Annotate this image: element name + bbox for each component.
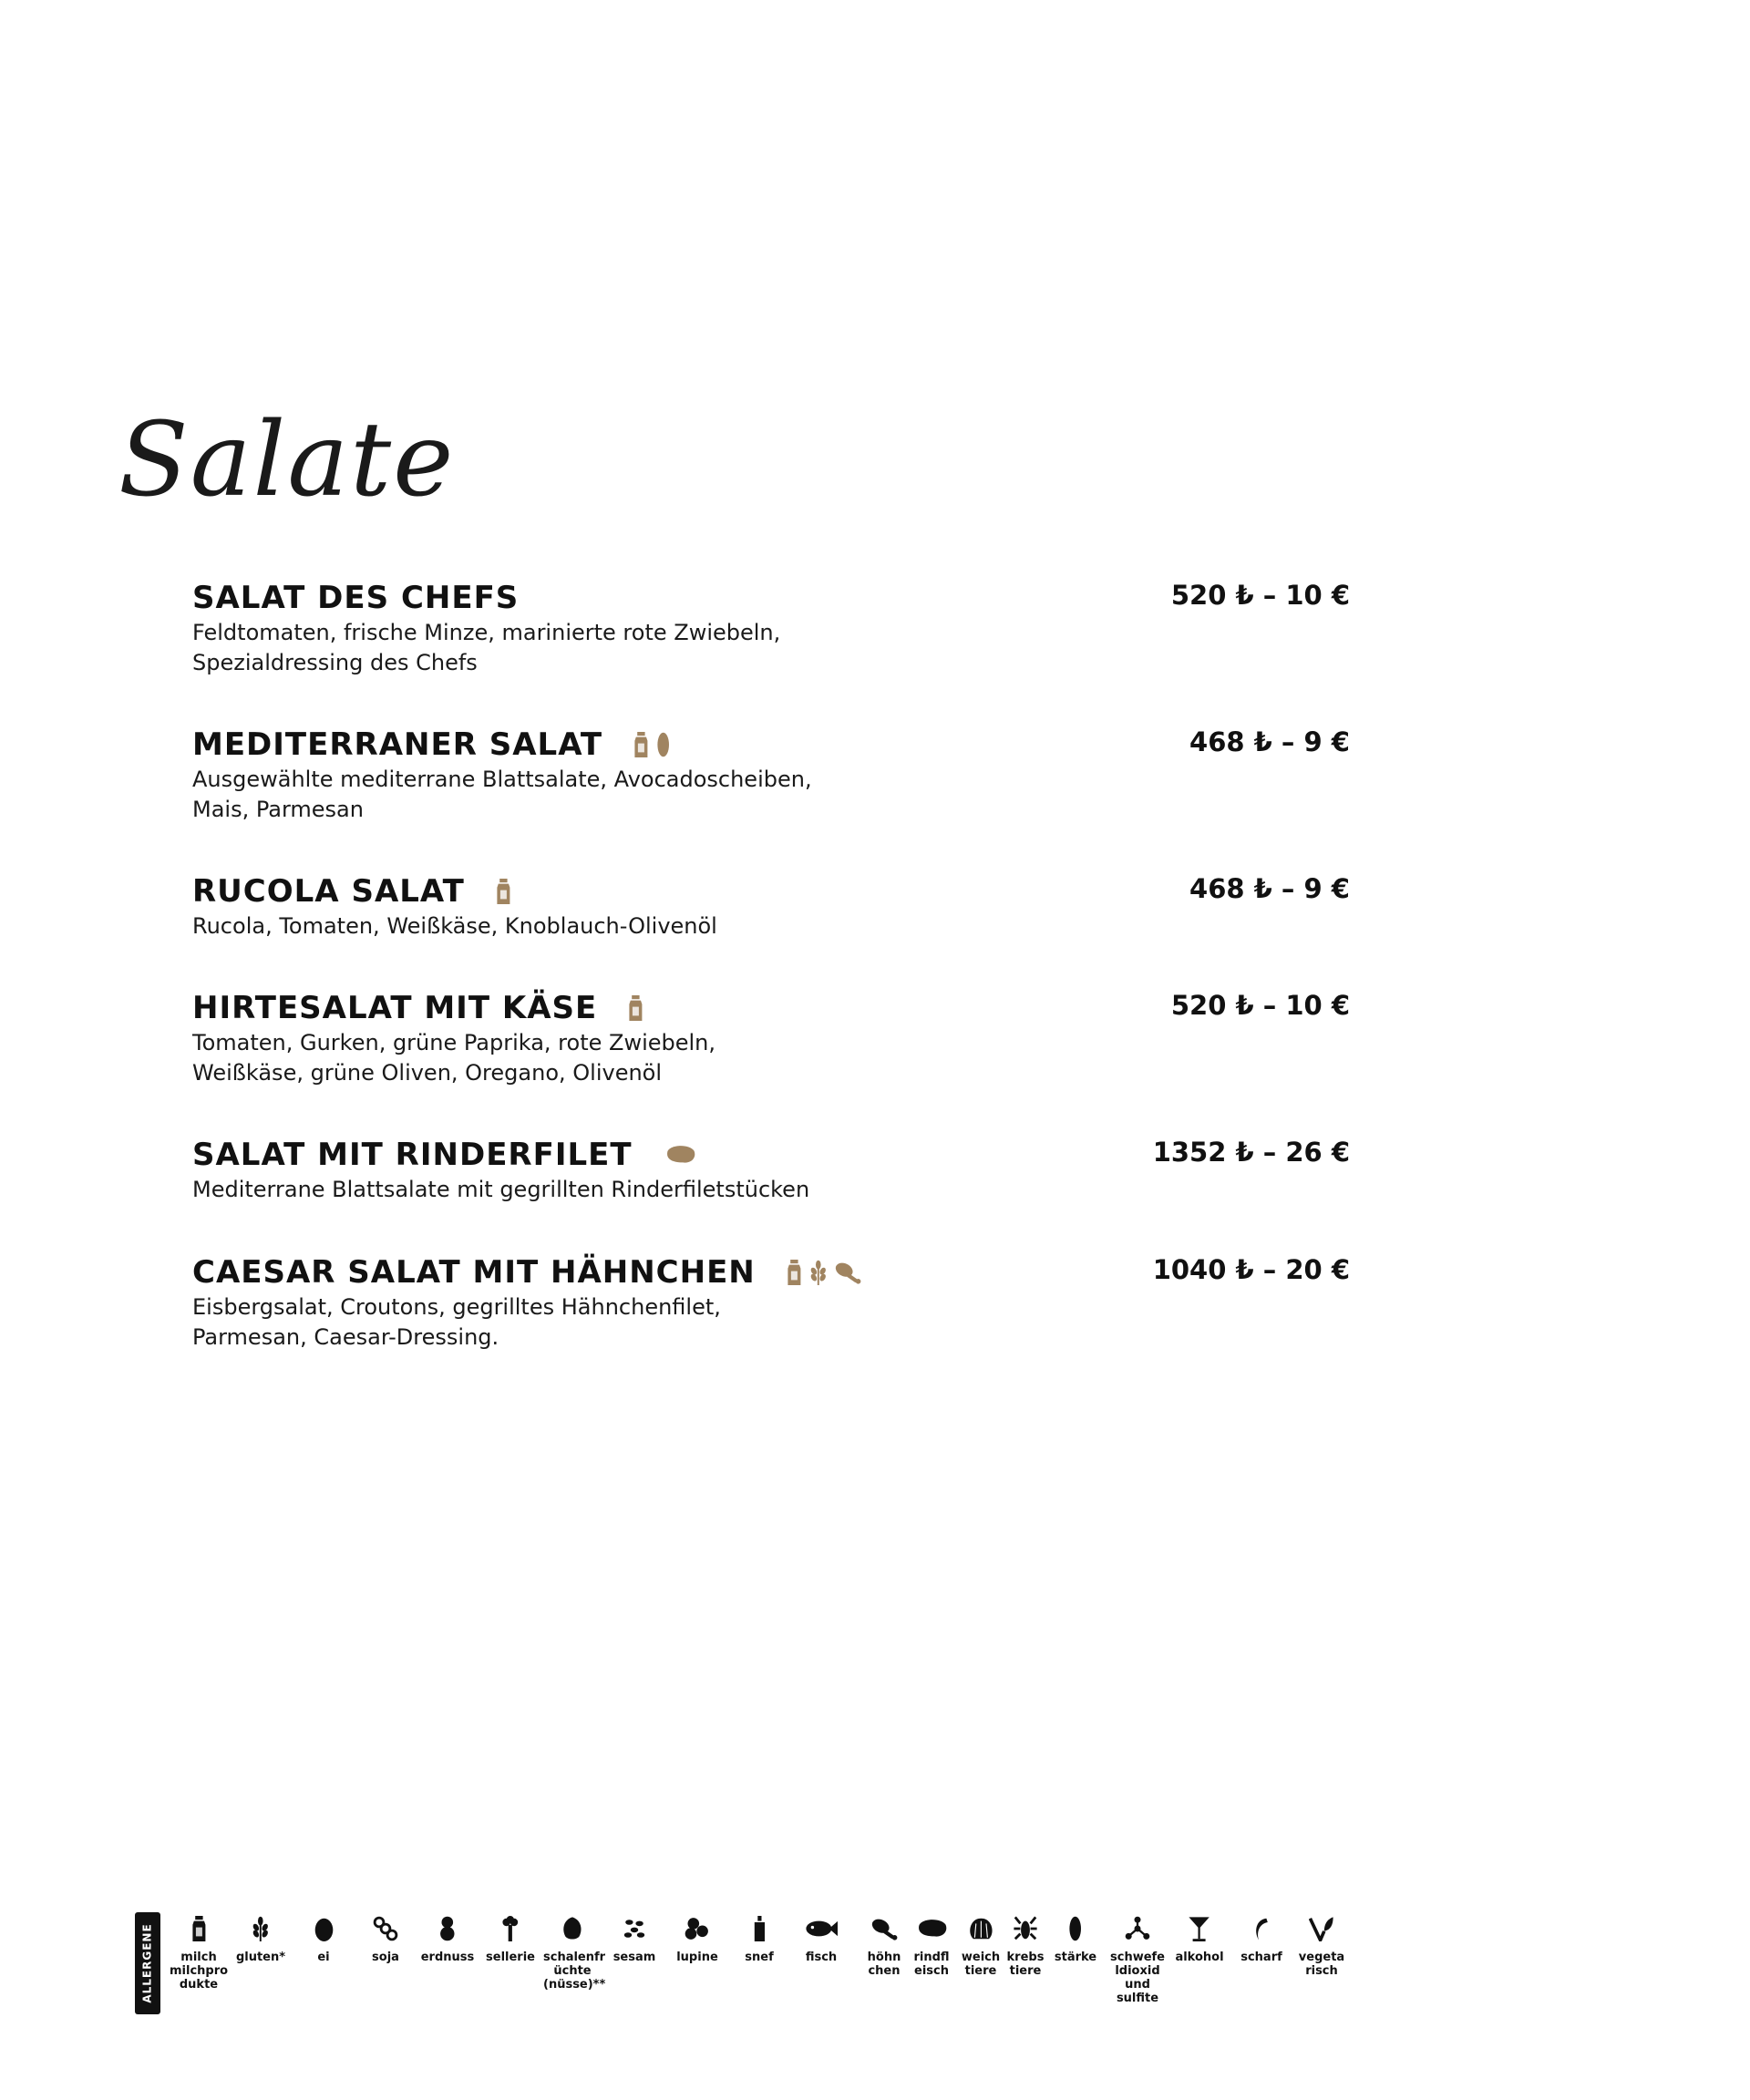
menu-item <box>192 990 1350 1088</box>
legend-item <box>170 1912 228 1992</box>
legend-item <box>1170 1912 1229 1964</box>
menu-item-description <box>192 765 1350 825</box>
legend-item <box>1292 1912 1351 1978</box>
legend-label-line: weich <box>961 1951 1001 1964</box>
legend-item <box>605 1912 664 1964</box>
menu-item-name: CAESAR SALAT MIT HÄHNCHEN <box>192 1254 756 1291</box>
menu-item-header <box>192 873 1350 910</box>
legend-item-label <box>792 1951 850 1964</box>
menu-item-price: 1040 ₺ – 20 € <box>1152 1254 1350 1285</box>
legend-item-label <box>356 1951 415 1964</box>
fish-icon <box>792 1912 850 1945</box>
legend-label-line: milch <box>180 1951 217 1964</box>
legend-item <box>792 1912 850 1964</box>
legend-item-label <box>1108 1951 1167 2005</box>
legend-label-line: sulfite <box>1116 1992 1159 2005</box>
legend-label-line: (nüsse)** <box>543 1978 606 1992</box>
milk-icon <box>170 1912 228 1945</box>
menu-item-price: 520 ₺ – 10 € <box>1170 580 1350 611</box>
nut-icon <box>543 1912 602 1945</box>
description-line: Spezialdressing des Chefs <box>192 650 478 675</box>
description-line: Ausgewählte mediterrane Blattsalate, Avocadoscheiben, <box>192 767 812 792</box>
gluten-icon <box>232 1912 290 1945</box>
chili-icon <box>1232 1912 1291 1945</box>
legend-label-line: und <box>1125 1978 1150 1992</box>
legend-label-line: risch <box>1305 1964 1338 1978</box>
milk-icon <box>496 879 511 904</box>
menu-item-price: 468 ₺ – 9 € <box>1189 873 1350 904</box>
menu-item-allergen-icons <box>633 732 670 757</box>
legend-label-line: tiere <box>1009 1964 1042 1978</box>
legend-item-label <box>1046 1951 1105 1964</box>
legend-label-line: fisch <box>805 1951 838 1964</box>
egg-icon <box>294 1912 353 1945</box>
legend-label-line: vegeta <box>1298 1951 1345 1964</box>
menu-item-header <box>192 726 1350 763</box>
menu-item-allergen-icons <box>628 995 643 1021</box>
legend-item-label <box>481 1951 540 1964</box>
legend-item <box>481 1912 540 1964</box>
menu-item-name: HIRTESALAT MIT KÄSE <box>192 990 598 1026</box>
lupine-icon <box>668 1912 726 1945</box>
legend-item-label <box>605 1951 664 1964</box>
legend-item-label <box>543 1951 606 1992</box>
legend-label-line: scharf <box>1240 1951 1282 1964</box>
menu-item-description <box>192 1028 1350 1088</box>
legend-item-label <box>294 1951 353 1964</box>
celery-icon <box>481 1912 540 1945</box>
menu-item-name: SALAT DES CHEFS <box>192 580 520 616</box>
legend-item <box>294 1912 353 1964</box>
legend-item <box>543 1912 606 1992</box>
gluten-icon <box>809 1260 828 1285</box>
legend-item-label <box>730 1951 788 1964</box>
legend-label-line: stärke <box>1054 1951 1097 1964</box>
menu-item-allergen-icons <box>787 1260 862 1285</box>
menu-item-description <box>192 1175 1350 1205</box>
milk-icon <box>633 732 649 757</box>
description-line: Parmesan, Caesar-Dressing. <box>192 1324 499 1350</box>
soy-icon <box>356 1912 415 1945</box>
legend-tag <box>135 1912 160 2014</box>
description-line: Mais, Parmesan <box>192 797 364 822</box>
menu-item <box>192 726 1350 825</box>
menu-item-name: MEDITERRANER SALAT <box>192 726 603 763</box>
legend-label-line: tiere <box>964 1964 997 1978</box>
menu-item-price: 520 ₺ – 10 € <box>1170 990 1350 1021</box>
legend-item-label <box>170 1951 228 1992</box>
legend-item <box>356 1912 415 1964</box>
menu-item-price: 468 ₺ – 9 € <box>1189 726 1350 757</box>
legend-label-line: sesam <box>612 1951 656 1964</box>
menu-item-name: RUCOLA SALAT <box>192 873 465 910</box>
legend-item-label <box>668 1951 726 1964</box>
legend-item-label <box>232 1951 290 1964</box>
legend-item <box>232 1912 290 1964</box>
menu-item <box>192 1137 1350 1205</box>
peanut-icon <box>418 1912 477 1945</box>
legend-label-line: chen <box>868 1964 901 1978</box>
legend-item <box>730 1912 788 1964</box>
legend-label-line: höhn <box>867 1951 901 1964</box>
legend-tag-label: ALLERGENE <box>141 1923 154 2003</box>
mustard-icon <box>730 1912 788 1945</box>
legend-item <box>668 1912 726 1964</box>
legend-item-label <box>1170 1951 1229 1964</box>
menu-item-allergen-icons <box>664 1142 696 1168</box>
description-line: Weißkäse, grüne Oliven, Oregano, Olivenöl <box>192 1060 663 1086</box>
menu-item-allergen-icons <box>496 879 511 904</box>
legend-label-line: snef <box>745 1951 774 1964</box>
milk-icon <box>787 1260 802 1285</box>
menu-item <box>192 1254 1350 1353</box>
section-title: Salate <box>118 401 456 520</box>
legend-label-line: rindfl <box>913 1951 950 1964</box>
allergen-legend <box>135 1912 1356 2031</box>
legend-item-label <box>1292 1951 1351 1978</box>
legend-item-label <box>1232 1951 1291 1964</box>
legend-label-line: krebs <box>1006 1951 1045 1964</box>
description-line: Tomaten, Gurken, grüne Paprika, rote Zwiebeln, <box>192 1030 716 1055</box>
menu-item-description <box>192 911 1350 942</box>
description-line: Rucola, Tomaten, Weißkäse, Knoblauch-Olivenöl <box>192 913 717 939</box>
legend-label-line: schwefe <box>1110 1951 1165 1964</box>
starch-icon <box>656 732 670 757</box>
legend-label-line: gluten* <box>235 1951 286 1964</box>
beef-icon <box>664 1142 696 1168</box>
menu-item-description <box>192 618 1350 678</box>
vegetarian-icon <box>1292 1912 1351 1945</box>
menu-item <box>192 580 1350 678</box>
legend-label-line: eisch <box>914 1964 949 1978</box>
description-line: Eisbergsalat, Croutons, gegrilltes Hähnchenfilet, <box>192 1294 721 1320</box>
legend-label-line: alkohol <box>1175 1951 1224 1964</box>
menu-item-description <box>192 1292 1350 1353</box>
legend-item-label <box>418 1951 477 1964</box>
legend-label-line: milchpro <box>170 1964 229 1978</box>
legend-label-line: lupine <box>676 1951 718 1964</box>
menu-item <box>192 873 1350 942</box>
legend-item <box>1046 1912 1105 1964</box>
chicken-icon <box>834 1260 862 1285</box>
milk-icon <box>628 995 643 1021</box>
legend-item <box>1232 1912 1291 1964</box>
description-line: Feldtomaten, frische Minze, marinierte rote Zwiebeln, <box>192 620 781 645</box>
legend-item <box>418 1912 477 1964</box>
legend-label-line: soja <box>372 1951 399 1964</box>
legend-label-line: dukte <box>179 1978 219 1992</box>
legend-label-line: schalenfr <box>543 1951 606 1964</box>
sulfite-icon <box>1108 1912 1167 1945</box>
legend-item <box>1108 1912 1167 2005</box>
menu-item-name: SALAT MIT RINDERFILET <box>192 1137 633 1173</box>
description-line: Mediterrane Blattsalate mit gegrillten Rinderfiletstücken <box>192 1177 810 1202</box>
sesame-icon <box>605 1912 664 1945</box>
legend-label-line: erdnuss <box>420 1951 475 1964</box>
starch-icon <box>1046 1912 1105 1945</box>
legend-label-line: ei <box>317 1951 330 1964</box>
alcohol-icon <box>1170 1912 1229 1945</box>
menu-item-price: 1352 ₺ – 26 € <box>1152 1137 1350 1168</box>
legend-label-line: sellerie <box>486 1951 535 1964</box>
legend-label-line: ldioxid <box>1115 1964 1160 1978</box>
legend-label-line: üchte <box>553 1964 592 1978</box>
